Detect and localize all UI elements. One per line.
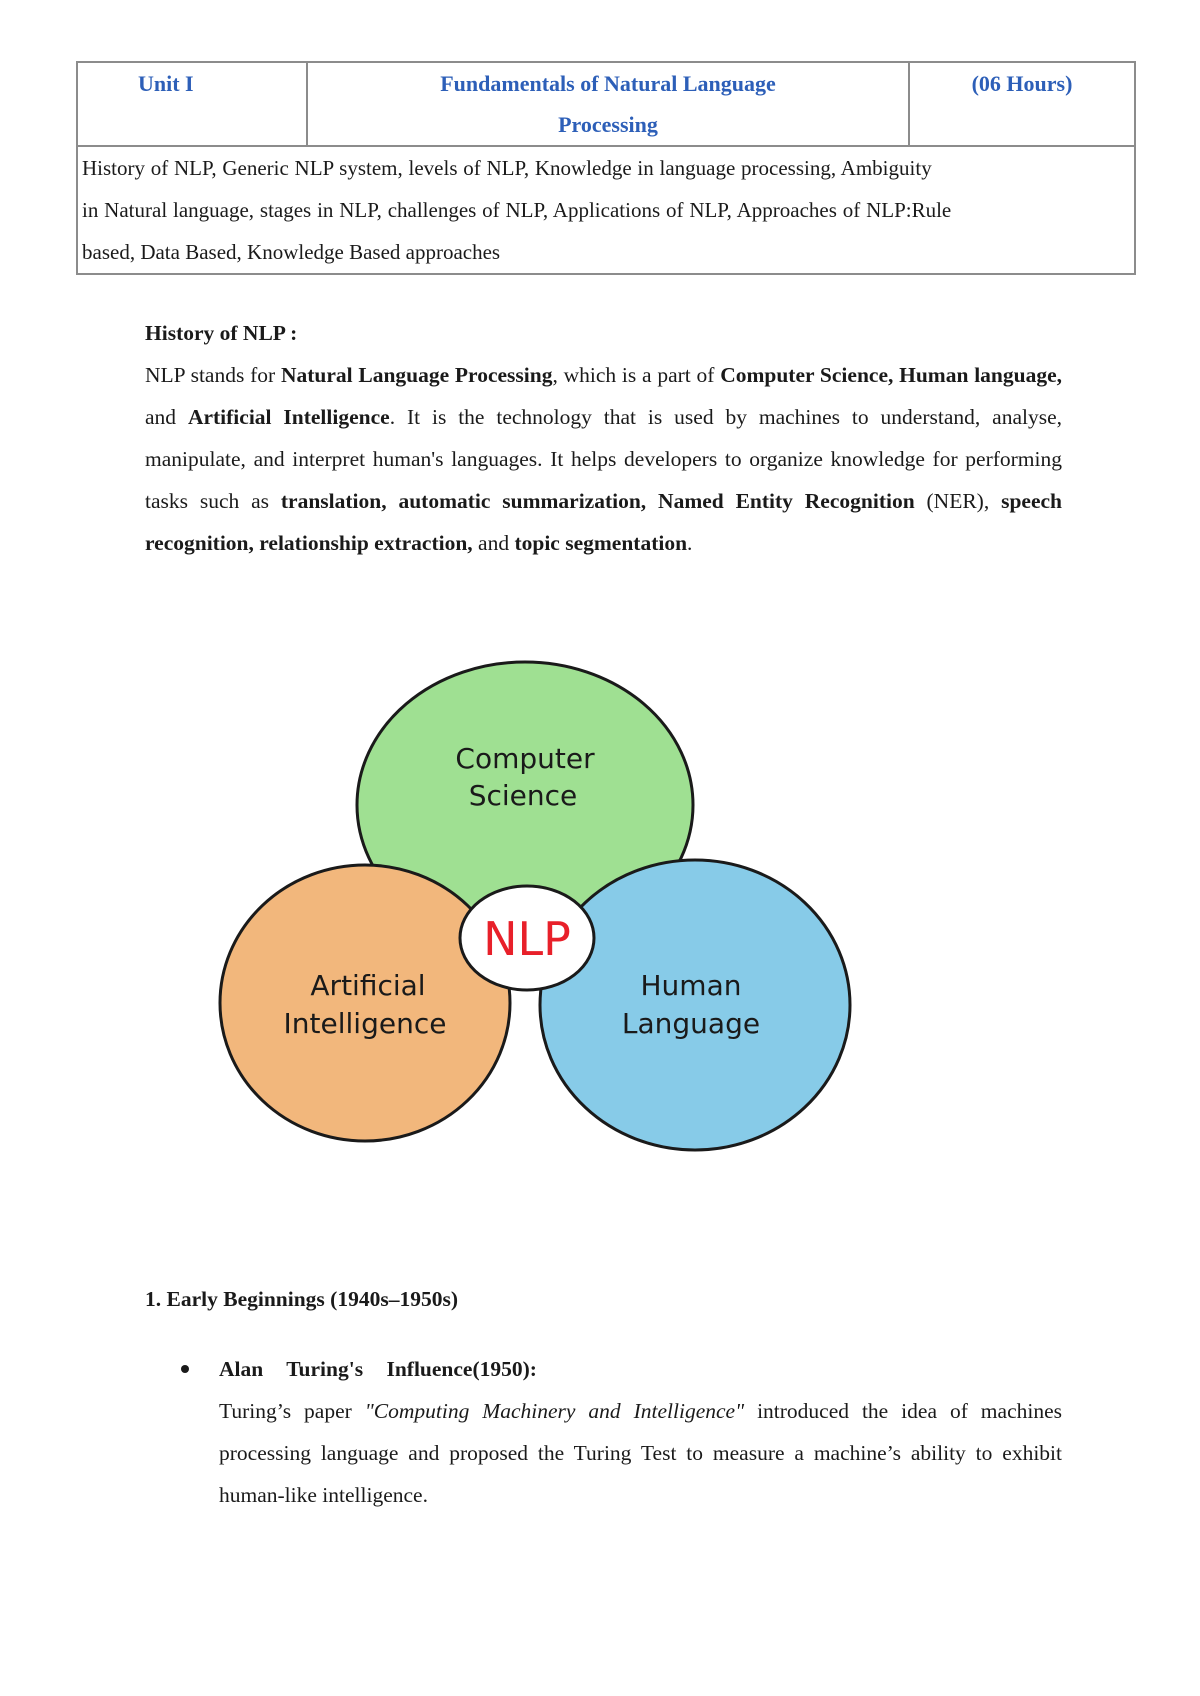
topics-line1: History of NLP, Generic NLP system, levels of NLP, Knowledge in language processing, Ambiguity — [82, 156, 932, 180]
venn-label-left-1: Artificial — [310, 969, 426, 1002]
history-text: . It is the technology that is used by machines to understand, analyse, manipulate, and interpret human's languages. It helps developers to organize knowledge for performing tasks such as — [145, 405, 1062, 513]
nlp-venn-diagram — [205, 655, 855, 1165]
history-bold: speech recognition, relationship extraction, — [145, 489, 1062, 555]
history-text: and — [145, 405, 188, 429]
topics-line2: in Natural language, stages in NLP, challenges of NLP, Applications of NLP, Approaches of NLP:Rule — [82, 198, 952, 222]
bullet-dot-icon — [181, 1365, 189, 1373]
hours-cell — [909, 62, 1135, 146]
venn-center-label: NLP — [483, 912, 571, 966]
early-bullet-list — [145, 1348, 1062, 1516]
topics-line3: based, Data Based, Knowledge Based approaches — [82, 240, 501, 264]
history-text: (NER), — [914, 489, 1002, 513]
bullet-text-italic: "Computing Machinery and Intelligence" — [364, 1399, 745, 1423]
bullet-title — [219, 1348, 1062, 1390]
bullet-text — [219, 1390, 1062, 1516]
unit-title-line2: Processing — [558, 112, 658, 137]
bullet-title-main: Alan Turing's Influence — [219, 1357, 473, 1381]
bullet-title-year: (1950): — [472, 1357, 537, 1381]
venn-label-right-1: Human — [640, 969, 742, 1002]
unit-hours: (06 Hours) — [971, 71, 1073, 96]
venn-label-left-2: Intelligence — [283, 1007, 447, 1040]
venn-label-top-2: Science — [468, 779, 578, 812]
unit-label: Unit I — [138, 71, 194, 96]
venn-label-top-1: Computer — [455, 742, 595, 775]
bullet-text-part: introduced the idea of machines processing language and proposed the Turing Test to measure a machine’s ability to exhibit human-like intelligence. — [219, 1399, 1062, 1507]
bullet-item — [145, 1348, 1062, 1516]
early-heading: 1. Early Beginnings (1940s–1950s) — [145, 1287, 458, 1311]
history-text: and — [472, 531, 515, 555]
history-text: NLP stands for — [145, 363, 281, 387]
venn-circle-human-language — [540, 860, 850, 1150]
unit-title-line1: Fundamentals of Natural Language — [440, 71, 776, 96]
venn-circle-artificial-intelligence — [220, 865, 510, 1141]
unit-header-table — [76, 61, 1136, 275]
history-bold: Natural Language Processing — [280, 363, 553, 387]
history-bold: translation, automatic summarization, Named Entity Recognition — [280, 489, 915, 513]
topics-cell — [77, 146, 1135, 274]
early-section — [145, 1278, 1062, 1320]
unit-title — [308, 63, 908, 104]
history-heading: History of NLP : — [145, 321, 298, 345]
venn-label-right-2: Language — [621, 1007, 761, 1040]
history-text: , which is a part of — [552, 363, 721, 387]
bullet-text-part: Turing’s paper — [219, 1399, 365, 1423]
history-text: . — [687, 531, 693, 555]
unit-cell — [77, 62, 307, 146]
history-bold: Computer Science, Human language, — [720, 363, 1062, 387]
unit-title-cell — [307, 62, 909, 146]
history-bold: topic segmentation — [514, 531, 688, 555]
history-paragraph — [145, 354, 1062, 564]
history-section — [145, 312, 1062, 564]
history-bold: Artificial Intelligence — [187, 405, 390, 429]
